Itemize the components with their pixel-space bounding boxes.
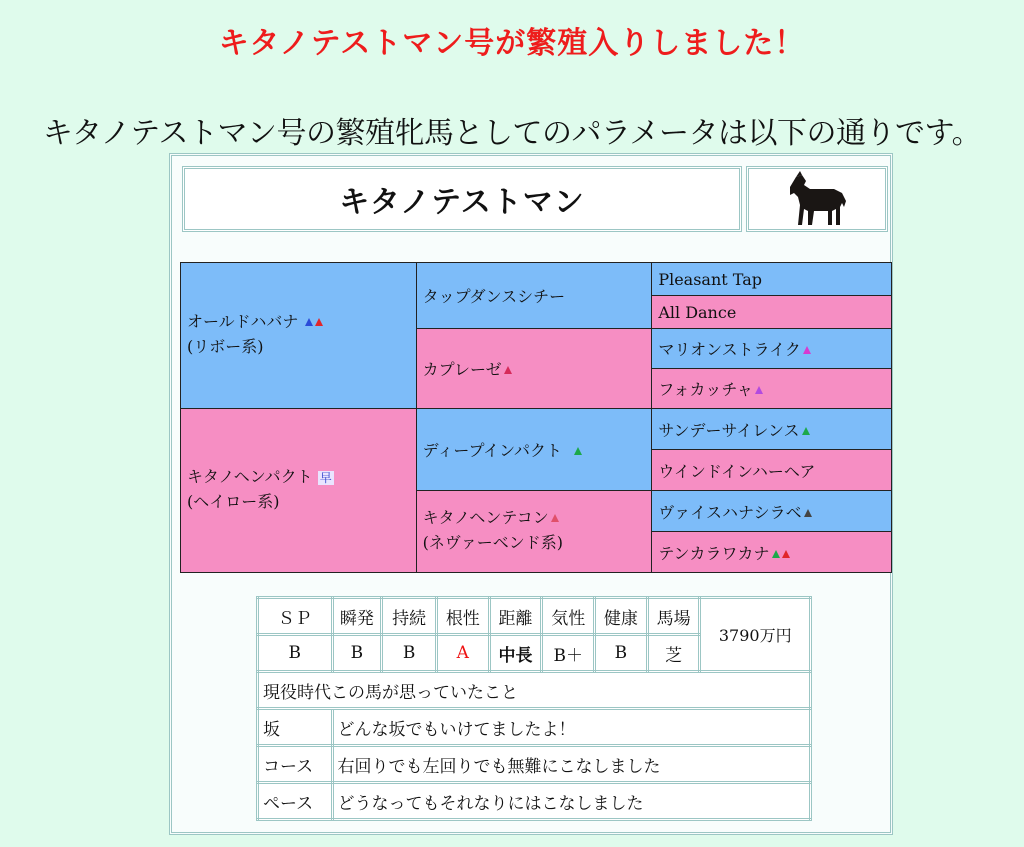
sire-cell: オールドハバナ (リボー系) [181, 263, 417, 409]
horse-name-box [182, 166, 742, 232]
horse-card [169, 153, 893, 835]
gen3-cell: テンカラワカナ [652, 532, 892, 573]
gen3-cell: All Dance [652, 296, 892, 329]
stat-value: B＋ [542, 635, 595, 672]
stat-header: 気性 [542, 598, 595, 635]
price: 3790万円 [700, 598, 811, 672]
dam-cell: キタノヘンパクト 早 (ヘイロー系) [181, 409, 417, 573]
memo-text: どうなってもそれなりにはこなしました [332, 783, 810, 820]
gen3-cell: フォカッチャ [652, 369, 892, 409]
stat-value: 中長 [489, 635, 542, 672]
sire-dam-cell: カプレーゼ [416, 329, 652, 409]
horse-icon [782, 167, 852, 231]
pedigree-table [180, 262, 892, 573]
stat-header: 健康 [595, 598, 648, 635]
gen3-cell: ヴァイスハナシラベ [652, 491, 892, 532]
stat-value: B [258, 635, 333, 672]
stat-value: B [332, 635, 382, 672]
memo-text: 右回りでも左回りでも無難にこなしました [332, 746, 810, 783]
stat-header-sp: ＳＰ [258, 598, 333, 635]
memo-title: 現役時代この馬が思っていたこと [258, 672, 811, 709]
horse-name: キタノテストマン [339, 185, 585, 220]
stat-value: A [436, 635, 489, 672]
early-badge: 早 [319, 471, 332, 485]
stat-header: 持続 [382, 598, 437, 635]
headline: キタノテストマン号が繁殖入りしました！ [218, 26, 806, 61]
memo-label: 坂 [258, 709, 333, 746]
memo-text: どんな坂でもいけてましたよ！ [332, 709, 810, 746]
stats-table [256, 596, 812, 821]
gen3-cell: ウインドインハーヘア [652, 450, 892, 491]
sire-sire-cell: タップダンスシチー [416, 263, 652, 329]
horse-icon-box [746, 166, 888, 232]
stat-header: 馬場 [647, 598, 700, 635]
stat-value: B [595, 635, 648, 672]
stat-header: 距離 [489, 598, 542, 635]
stat-header: 瞬発 [332, 598, 382, 635]
stat-value: B [382, 635, 437, 672]
dam-dam-cell: キタノヘンテコン (ネヴァーベンド系) [416, 491, 652, 573]
subline: キタノテストマン号の繁殖牝馬としてのパラメータは以下の通りです。 [42, 116, 982, 151]
gen3-cell: マリオンストライク [652, 329, 892, 369]
stat-value: 芝 [647, 635, 700, 672]
gen3-cell: サンデーサイレンス [652, 409, 892, 450]
gen3-cell: Pleasant Tap [652, 263, 892, 296]
memo-label: コース [258, 746, 333, 783]
memo-label: ペース [258, 783, 333, 820]
stat-header: 根性 [436, 598, 489, 635]
dam-sire-cell: ディープインパクト [416, 409, 652, 491]
